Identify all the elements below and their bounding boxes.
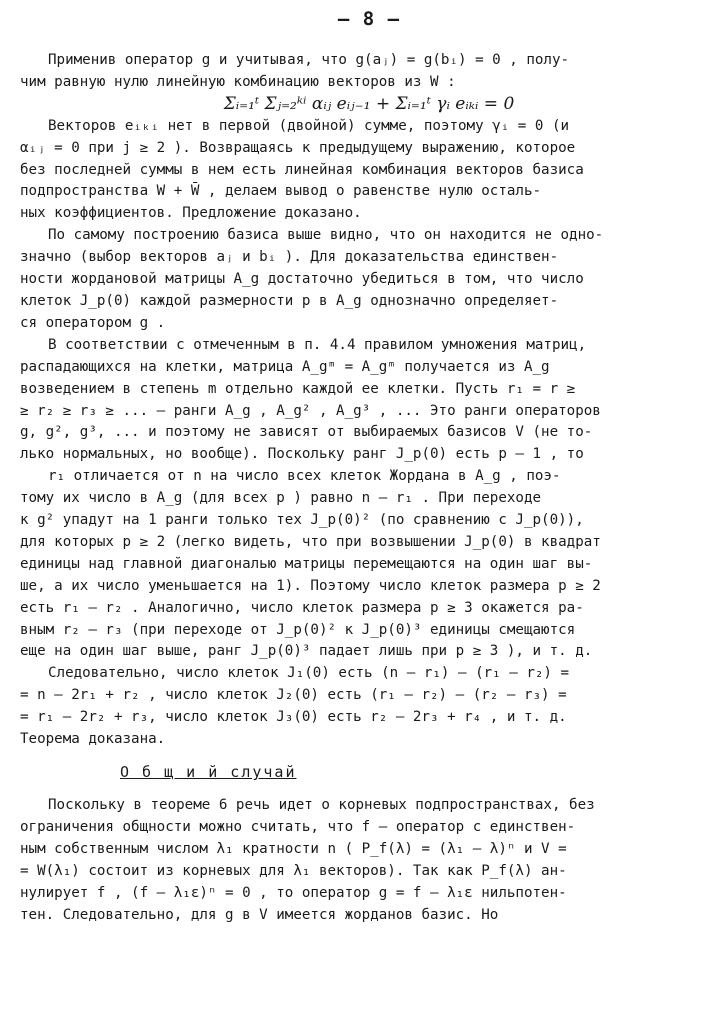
text-line: ности жордановой матрицы A_g достаточно убедиться в том, что число bbox=[20, 271, 584, 288]
text-line: значно (выбор векторов aⱼ и bᵢ ). Для доказательства единствен- bbox=[20, 249, 559, 266]
text-line: g, g², g³, ... и поэтому не зависят от выбираемых базисов V (не то- bbox=[20, 424, 593, 441]
text-line: = W(λ₁) состоит из корневых для λ₁ векторов). Так как P_f(λ) ан- bbox=[20, 862, 567, 879]
text-line: клеток J_p(0) каждой размерности p в A_g однозначно определяет- bbox=[20, 292, 559, 309]
text-line: ным собственным числом λ₁ кратности n ( P_f(λ) = (λ₁ – λ)ⁿ и V = bbox=[20, 840, 567, 857]
text-line: без последней суммы в нем есть линейная комбинация векторов базиса bbox=[20, 161, 584, 178]
text-line: Теорема доказана. bbox=[20, 731, 166, 748]
text-line: для которых p ≥ 2 (легко видеть, что при возвышении J_p(0) в квадрат bbox=[20, 533, 601, 550]
text-line: = r₁ – 2r₂ + r₃, число клеток J₃(0) есть r₂ – 2r₃ + r₄ , и т. д. bbox=[20, 709, 567, 726]
section-heading: О б щ и й случай bbox=[120, 763, 297, 781]
text-line: По самому построению базиса выше видно, что он находится не одно- bbox=[48, 227, 604, 244]
paragraph-1 bbox=[20, 50, 678, 225]
text-line: подпространства W + W̄ , делаем вывод о равенстве нулю осталь- bbox=[20, 183, 542, 200]
text-line: еще на один шаг выше, ранг J_p(0)³ падает лишь при p ≥ 3 ), и т. д. bbox=[20, 643, 593, 660]
text-line: Применив оператор g и учитывая, что g(aⱼ) = g(bᵢ) = 0 , полу- bbox=[48, 52, 570, 68]
paragraph-3 bbox=[20, 335, 678, 664]
text-line: Следовательно, число клеток J₁(0) есть (n – r₁) – (r₁ – r₂) = bbox=[48, 665, 570, 682]
text-line: чим равную нулю линейную комбинацию векторов из W : bbox=[20, 73, 456, 90]
page-number: – 8 – bbox=[337, 8, 401, 30]
formula-line: Σᵢ₌₁ᵗ Σⱼ₌₂ᵏⁱ αᵢⱼ eᵢⱼ₋₁ + Σᵢ₌₁ᵗ γᵢ eᵢₖᵢ = 0 bbox=[223, 93, 515, 114]
text-line: тен. Следовательно, для g в V имеется жорданов базис. Но bbox=[20, 906, 499, 923]
text-line: вным r₂ – r₃ (при переходе от J_p(0)² к J_p(0)³ единицы смещаются bbox=[20, 621, 576, 638]
text-line: ограничения общности можно считать, что f – оператор с единствен- bbox=[20, 818, 576, 835]
text-line: тому их число в A_g (для всех p ) равно n – r₁ . При переходе bbox=[20, 490, 542, 507]
text-line: В соответствии с отмеченным в п. 4.4 правилом умножения матриц, bbox=[48, 336, 587, 353]
text-line: лько нормальных, но вообще). Поскольку ранг J_p(0) есть p – 1 , то bbox=[20, 446, 584, 463]
text-line: ≥ r₂ ≥ r₃ ≥ ... – ранги A_g , A_g² , A_g³ , ... Это ранги операторов bbox=[20, 402, 601, 419]
text-line: единицы над главной диагональю матрицы перемещаются на один шаг вы- bbox=[20, 555, 593, 572]
text-line: возведением в степень m отдельно каждой ее клетки. Пусть r₁ = r ≥ bbox=[20, 380, 576, 397]
text-line: ных коэффициентов. Предложение доказано. bbox=[20, 205, 362, 222]
text-line: Поскольку в теореме 6 речь идет о корневых подпространствах, без bbox=[48, 797, 595, 813]
text-line: = n – 2r₁ + r₂ , число клеток J₂(0) есть (r₁ – r₂) – (r₂ – r₃) = bbox=[20, 687, 567, 704]
paragraph-4 bbox=[20, 663, 678, 751]
text-line: ше, а их число уменьшается на 1). Поэтому число клеток размера p ≥ 2 bbox=[20, 577, 601, 594]
text-line: Векторов eᵢₖᵢ нет в первой (двойной) сумме, поэтому γᵢ = 0 (и bbox=[48, 117, 570, 134]
text-line: распадающихся на клетки, матрица A_gᵐ = A_gᵐ получается из A_g bbox=[20, 358, 550, 375]
text-line: есть r₁ – r₂ . Аналогично, число клеток размера p ≥ 3 окажется ра- bbox=[20, 599, 584, 616]
paragraph-2 bbox=[20, 225, 678, 335]
text-line: к g² упадут на 1 ранги только тех J_p(0)² (по сравнению с J_p(0)), bbox=[20, 512, 584, 529]
text-line: ся оператором g . bbox=[20, 314, 166, 331]
text-line: αᵢⱼ = 0 при j ≥ 2 ). Возвращаясь к предыдущему выражению, которое bbox=[20, 139, 576, 156]
paragraph-5 bbox=[20, 795, 678, 926]
text-line: нулирует f , (f – λ₁ε)ⁿ = 0 , то оператор g = f – λ₁ε нильпотен- bbox=[20, 884, 567, 901]
text-line: r₁ отличается от n на число всех клеток Жордана в A_g , поэ- bbox=[48, 468, 561, 485]
